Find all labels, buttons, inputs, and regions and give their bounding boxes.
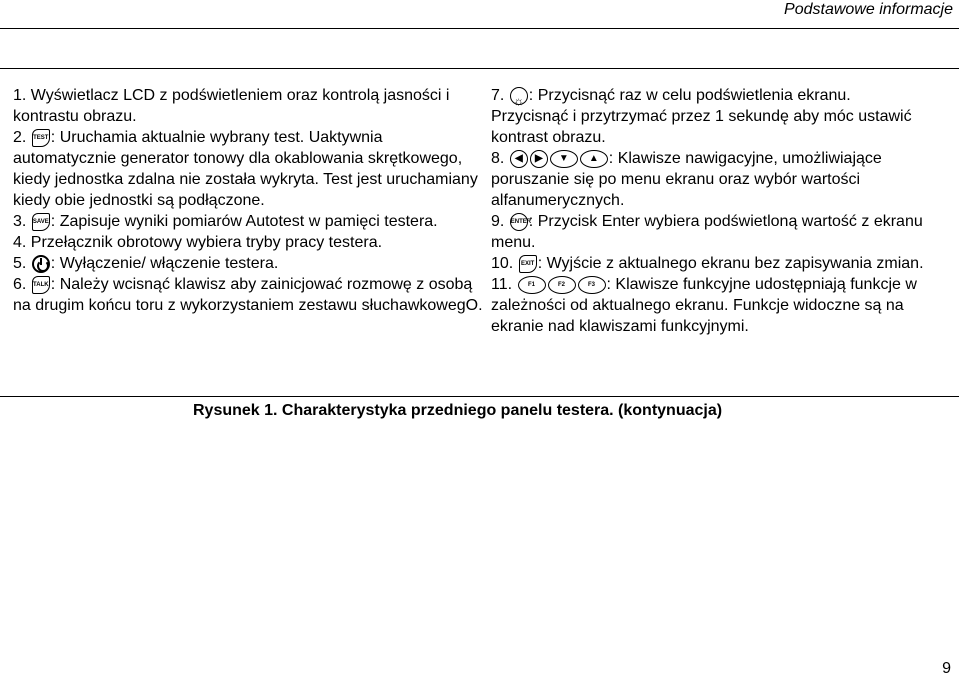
- item-3: [13, 211, 483, 232]
- item-11-number: 11.: [491, 276, 517, 293]
- power-icon: [32, 255, 50, 273]
- item-6: [13, 274, 483, 316]
- item-11-text: : Klawisze funkcyjne udostępniają funkcje w zależności od aktualnego ekranu. Funkcje widoczne są na ekranie nad klawiszami funkcyjnymi.: [491, 276, 917, 335]
- item-6-number: 6.: [13, 276, 31, 293]
- item-9-number: 9.: [491, 213, 509, 230]
- item-3-text: : Zapisuje wyniki pomiarów Autotest w pamięci testera.: [50, 213, 438, 230]
- item-2-text: : Uruchamia aktualnie wybrany test. Uaktywnia automatycznie generator tonowy dla okablowania skrętkowego, kiedy jednostka zdalna nie została wykryta. Test jest uruchamiany kiedy obie jednostki są podłączone.: [13, 129, 478, 209]
- talk-key-icon: TALK: [32, 276, 50, 294]
- item-7-number: 7.: [491, 87, 509, 104]
- item-7: [491, 85, 931, 148]
- save-key-icon: SAVE: [32, 213, 50, 231]
- item-9: [491, 211, 931, 253]
- item-11: [491, 274, 931, 337]
- item-10-text: : Wyjście z aktualnego ekranu bez zapisywania zmian.: [537, 255, 924, 272]
- backlight-icon: ☼: [510, 87, 528, 105]
- exit-key-icon: EXIT: [519, 255, 537, 273]
- item-10: [491, 253, 931, 274]
- item-7-text: : Przycisnąć raz w celu podświetlenia ekranu. Przycisnąć i przytrzymać przez 1 sekundę aby móc ustawić kontrast obrazu.: [491, 87, 912, 146]
- enter-key-icon: ENTER: [510, 213, 528, 231]
- item-2: [13, 127, 483, 211]
- header-title: Podstawowe informacje: [784, 1, 953, 18]
- header-rule: [0, 28, 959, 29]
- item-2-number: 2.: [13, 129, 31, 146]
- item-8: [491, 148, 931, 211]
- item-5: [13, 253, 483, 274]
- left-column: [13, 85, 483, 316]
- item-5-text: : Wyłączenie/ włączenie testera.: [50, 255, 279, 272]
- up-arrow-icon: ▲: [580, 150, 608, 168]
- left-arrow-icon: ◀: [510, 150, 528, 168]
- f3-key-icon: F3: [578, 276, 606, 294]
- down-arrow-icon: ▼: [550, 150, 578, 168]
- right-column: [491, 85, 931, 337]
- item-3-number: 3.: [13, 213, 31, 230]
- item-5-number: 5.: [13, 255, 31, 272]
- right-arrow-icon: ▶: [530, 150, 548, 168]
- f1-key-icon: F1: [518, 276, 546, 294]
- item-8-number: 8.: [491, 150, 509, 167]
- item-10-number: 10.: [491, 255, 518, 272]
- page-number: 9: [942, 660, 951, 677]
- item-4: 4. Przełącznik obrotowy wybiera tryby pracy testera.: [13, 234, 383, 251]
- item-8-text: : Klawisze nawigacyjne, umożliwiające poruszanie się po menu ekranu oraz wybór wartości alfanumerycznych.: [491, 150, 882, 209]
- item-6-text: : Należy wcisnąć klawisz aby zainicjować rozmowę z osobą na drugim końcu toru z wykorzystaniem zestawu słuchawkowegO.: [13, 276, 483, 314]
- item-9-text: : Przycisk Enter wybiera podświetloną wartość z ekranu menu.: [491, 213, 923, 251]
- test-key-icon: TEST: [32, 129, 50, 147]
- item-1: 1. Wyświetlacz LCD z podświetleniem oraz kontrolą jasności i kontrastu obrazu.: [13, 87, 450, 125]
- figure-caption: Rysunek 1. Charakterystyka przedniego panelu testera. (kontynuacja): [193, 402, 723, 419]
- f2-key-icon: F2: [548, 276, 576, 294]
